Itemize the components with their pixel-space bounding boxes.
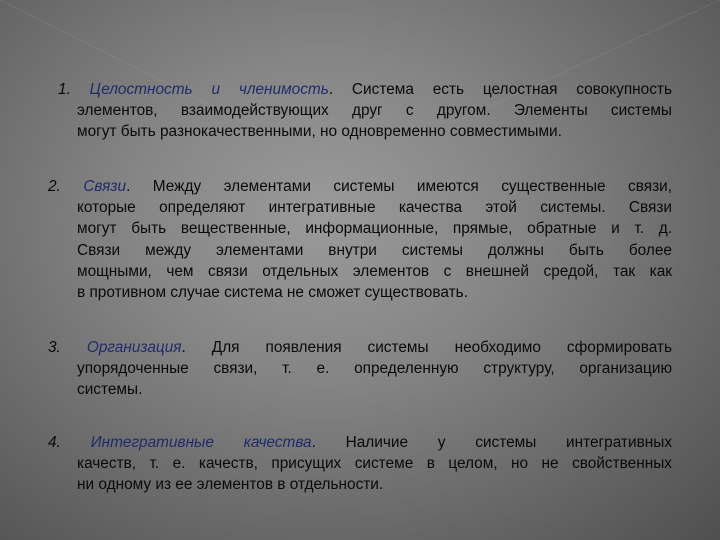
item-4-text-1: . Наличие у системы интегративных <box>311 434 673 451</box>
item-3-line-2: упорядоченные связи, т. е. определенную структуру, организацию <box>77 360 672 378</box>
item-3-term: Организация <box>86 339 182 356</box>
item-1-line-1 <box>48 79 672 100</box>
item-4-line-1 <box>48 432 672 453</box>
item-2-line-1 <box>48 176 672 197</box>
item-2-line-6: в противном случае система не сможет существовать. <box>77 284 468 302</box>
list-item-2 <box>48 176 672 303</box>
item-4-term: Интегративные качества <box>90 434 312 451</box>
item-3-number: 3. <box>48 339 61 356</box>
list-item-4 <box>48 432 672 496</box>
item-4-line-3: ни одному из ее элементов в отдельности. <box>77 476 384 494</box>
item-4-number: 4. <box>48 434 61 451</box>
item-1-line-3: могут быть разнокачественными, но одновременно совместимыми. <box>77 123 562 141</box>
item-2-line-4: Связи между элементами внутри системы должны быть более <box>77 241 672 259</box>
item-2-number: 2. <box>48 178 61 195</box>
item-3-line-1 <box>48 337 672 358</box>
item-1-number: 1. <box>58 81 71 98</box>
item-1-text-1: . Система есть целостная совокупность <box>328 81 672 98</box>
item-2-line-5: мощными, чем связи отдельных элементов с внешней средой, так как <box>77 262 672 280</box>
item-2-term: Связи <box>83 178 127 195</box>
item-2-text-1: . Между элементами системы имеются существенные связи, <box>126 178 672 195</box>
list-item-3 <box>48 337 672 401</box>
item-2-line-3: могут быть вещественные, информационные, прямые, обратные и т. д. <box>77 220 672 238</box>
item-3-line-3: системы. <box>77 381 143 399</box>
item-4-line-2: качеств, т. е. качеств, присущих системе в целом, но не свойственных <box>77 455 672 473</box>
item-2-line-2: которые определяют интегративные качества этой системы. Связи <box>77 199 672 217</box>
item-1-term: Целостность и членимость <box>89 81 329 98</box>
list-item-1 <box>48 79 672 143</box>
item-3-text-1: . Для появления системы необходимо сформировать <box>181 339 673 356</box>
item-1-line-2: элементов, взаимодействующих друг с другом. Элементы системы <box>77 102 672 120</box>
